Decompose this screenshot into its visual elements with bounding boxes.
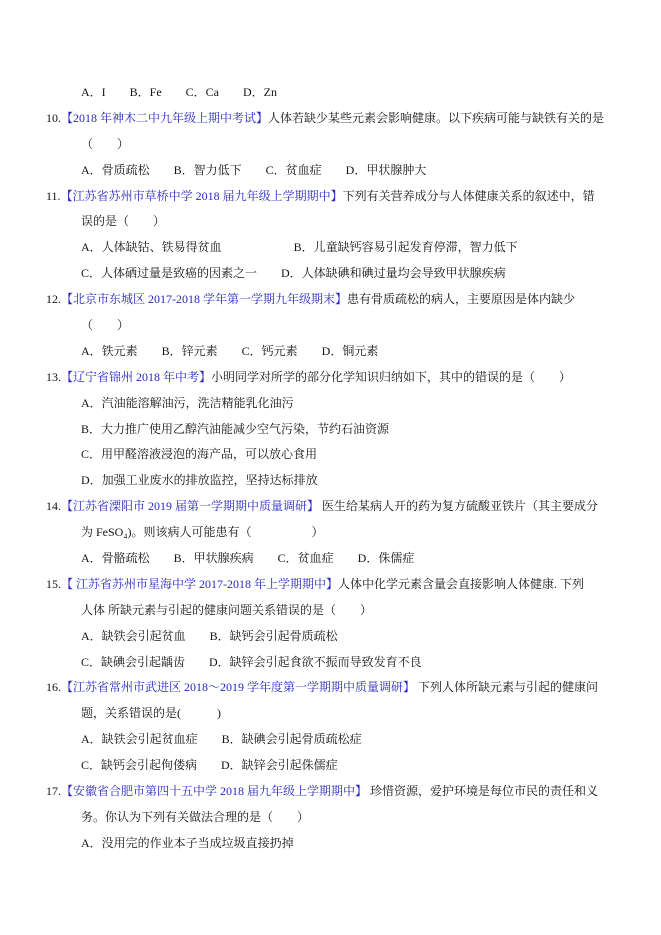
question-stem-continuation: 为 FeSO₄)。则该病人可能患有（ ） (81, 525, 324, 540)
question-number: 17. (46, 784, 61, 799)
question-12 (46, 287, 631, 365)
question-number: 12. (46, 292, 61, 307)
question-stem-text: 小明同学对所学的部分化学知识归纳如下，其中的错误的是（ ） (211, 369, 572, 384)
question-15 (46, 572, 631, 676)
question-stem-text: 下列有关营养成分与人体健康关系的叙述中，错 (342, 188, 595, 203)
question-13 (46, 365, 631, 494)
option-line: C．缺钙会引起佝偻病 D．缺锌会引起侏儒症 (81, 758, 338, 773)
question-source-tag: 【 江苏省苏州市星海中学 2017-2018 年上学期期中】 (61, 576, 338, 591)
option-line: A．人体缺钴、铁易得贫血 B．儿童缺钙容易引起发育停滞，智力低下 (81, 240, 518, 255)
option-line: A．骨骼疏松 B．甲状腺疾病 C．贫血症 D．侏儒症 (81, 551, 415, 566)
question-number: 11. (46, 188, 61, 203)
question-source-tag: 【2018 年神木二中九年级上期中考试】 (61, 110, 269, 125)
question-17 (46, 779, 631, 857)
question-stem-text: 下列人体所缺元素与引起的健康问 (415, 680, 599, 695)
option-line: A．汽油能溶解油污，洗洁精能乳化油污 (81, 395, 294, 410)
option-line: C．人体硒过量是致癌的因素之一 D．人体缺碘和碘过量均会导致甲状腺疾病 (81, 266, 506, 281)
question-10 (46, 106, 631, 184)
question-number: 13. (46, 369, 61, 384)
question-stem-line (46, 494, 631, 520)
question-stem-continuation: 误的是（ ） (81, 214, 166, 229)
question-number: 16. (46, 680, 61, 695)
question-stem-line (46, 184, 631, 210)
question-16 (46, 675, 631, 779)
question-source-tag: 【辽宁省锦州 2018 年中考】 (61, 369, 212, 384)
question-number: 15. (46, 576, 61, 591)
option-line: B．大力推广使用乙醇汽油能减少空气污染，节约石油资源 (81, 421, 390, 436)
option-line: A．骨质疏松 B．智力低下 C．贫血症 D．甲状腺肿大 (81, 162, 427, 177)
question-stem-text: 珍惜资源，爱护环境是每位市民的责任和义 (367, 784, 599, 799)
option-line: A．缺铁会引起贫血 B．缺钙会引起骨质疏松 (81, 628, 338, 643)
question-stem-continuation: （ ） (81, 136, 130, 151)
question-11 (46, 184, 631, 288)
question-number: 14. (46, 499, 61, 514)
question-stem-line (46, 572, 631, 598)
question-stem-text: 患有骨质疏松的病人，主要原因是体内缺少 (347, 292, 576, 307)
question-stem-continuation: 题，关系错误的是( ) (81, 706, 221, 721)
question-source-tag: 【北京市东城区 2017-2018 学年第一学期九年级期末】 (61, 292, 347, 307)
option-line: C．缺碘会引起龋齿 D．缺锌会引起食欲不振而导致发育不良 (81, 654, 422, 669)
question-stem-line (46, 779, 631, 805)
question-stem-text: 人体中化学元素含量会直接影响人体健康. 下列 (338, 576, 585, 591)
question-stem-line (46, 106, 631, 132)
question-stem-continuation: 务。你认为下列有关做法合理的是（ ） (81, 809, 310, 824)
option-line: A．没用完的作业本子当成垃圾直接扔掉 (81, 835, 294, 850)
question-stem-line (46, 365, 631, 391)
prev-question-options-line: A．I B．Fe C．Ca D．Zn (81, 85, 277, 99)
option-line: C．用甲醛溶液浸泡的海产品，可以放心食用 (81, 447, 318, 462)
question-stem-continuation: （ ） (81, 318, 130, 333)
question-source-tag: 【江苏省苏州市草桥中学 2018 届九年级上学期期中】 (60, 188, 343, 203)
question-stem-text: 医生给某病人开的药为复方硫酸亚铁片（其主要成分 (319, 499, 599, 514)
option-line: D．加强工业废水的排放监控，坚持达标排放 (81, 473, 318, 488)
question-14 (46, 494, 631, 572)
question-number: 10. (46, 110, 61, 125)
question-stem-line (46, 675, 631, 701)
question-stem-continuation: 人体 所缺元素与引起的健康问题关系错误的是（ ） (81, 602, 373, 617)
question-source-tag: 【江苏省溧阳市 2019 届第一学期期中质量调研】 (61, 499, 320, 514)
question-stem-text: 人体若缺少某些元素会影响健康。以下疾病可能与缺铁有关的是 (268, 110, 605, 125)
option-line: A．缺铁会引起贫血症 B．缺碘会引起骨质疏松症 (81, 732, 362, 747)
question-stem-line (46, 287, 631, 313)
question-source-tag: 【安徽省合肥市第四十五中学 2018 届九年级上学期期中】 (61, 784, 368, 799)
question-source-tag: 【江苏省常州市武进区 2018～2019 学年度第一学期期中质量调研】 (61, 680, 416, 695)
option-line: A．铁元素 B．锌元素 C．钙元素 D．铜元素 (81, 343, 379, 358)
